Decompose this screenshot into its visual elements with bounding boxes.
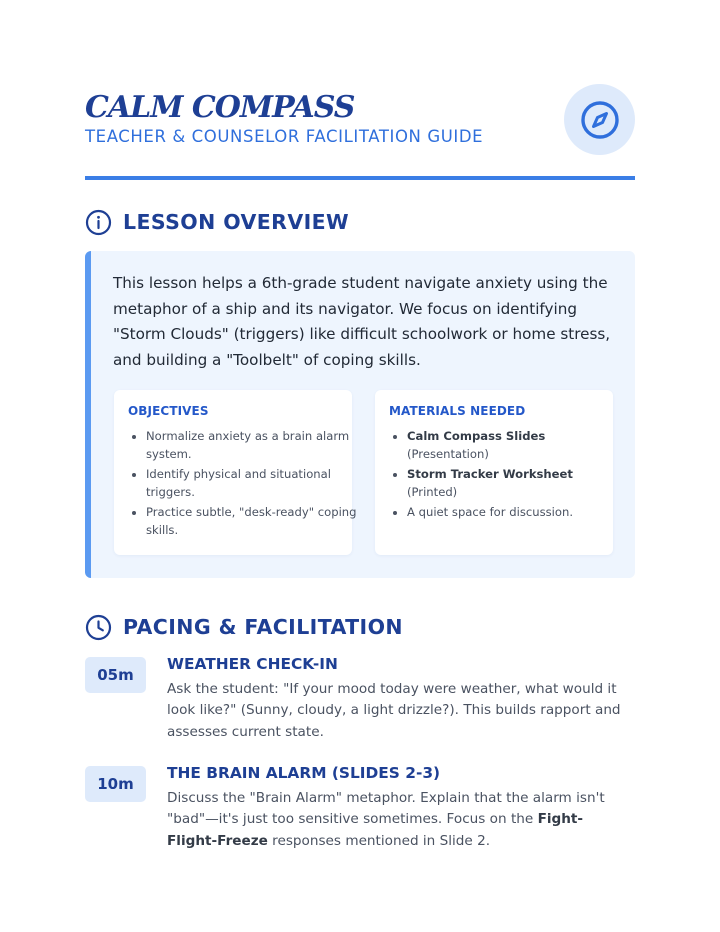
overview-text: This lesson helps a 6th-grade student navigate anxiety using the metaphor of a ship and its navigator. We focus on identifying "Storm Clouds" (triggers) like difficult schoolwork or home stress, and building a "Toolbelt" of coping skills. [113,274,611,369]
step-title: THE BRAIN ALARM (SLIDES 2-3) [167,764,441,782]
list-item [407,428,623,463]
objectives-title: OBJECTIVES [128,404,209,418]
section-title: LESSON OVERVIEW [123,210,350,234]
guide-title: CALM COMPASS [85,90,355,125]
step-emphasis: Fight-Flight-Freeze [167,811,584,849]
compass-badge [564,84,635,155]
guide-subtitle: TEACHER & COUNSELOR FACILITATION GUIDE [85,127,484,146]
time-badge: 10m [85,766,146,802]
material-name: Storm Tracker Worksheet [407,467,573,481]
card-accent-bar [85,251,91,578]
step-description [167,788,627,852]
materials-title: MATERIALS NEEDED [389,404,526,418]
pacing-heading [85,612,635,642]
list-item: • Practice subtle, "desk-ready" coping skills. [146,504,362,539]
materials-list [389,428,623,525]
materials-card [375,390,613,555]
list-item: • Normalize anxiety as a brain alarm system. [146,428,362,463]
material-name: Calm Compass Slides [407,429,546,443]
page-header [85,88,635,168]
material-detail: A quiet space for discussion. [407,505,574,519]
material-detail: (Printed) [407,484,458,499]
info-icon [85,209,112,236]
step-text: Ask the student: "If your mood today were weather, what would it look like?" (Sunny, cloudy, a light drizzle?). This builds rapport and assesses current state. [167,681,621,740]
compass-icon [580,100,620,140]
section-title: PACING & FACILITATION [123,615,403,639]
list-item [407,504,623,522]
lesson-overview-heading [85,207,635,237]
header-divider [85,176,635,180]
time-badge: 05m [85,657,146,693]
step-text: Discuss the "Brain Alarm" metaphor. Explain that the alarm isn't "bad"—it's just too sensitive sometimes. Focus on the [167,790,605,828]
list-item: • Identify physical and situational triggers. [146,466,362,501]
step-description [167,679,627,743]
clock-icon [85,614,112,641]
lesson-overview-card [85,251,635,578]
objectives-card [114,390,357,555]
list-item [407,466,623,501]
step-title: WEATHER CHECK-IN [167,655,338,673]
objectives-list [128,428,362,542]
material-detail: (Presentation) [407,446,489,461]
step-text: responses mentioned in Slide 2. [267,832,491,849]
